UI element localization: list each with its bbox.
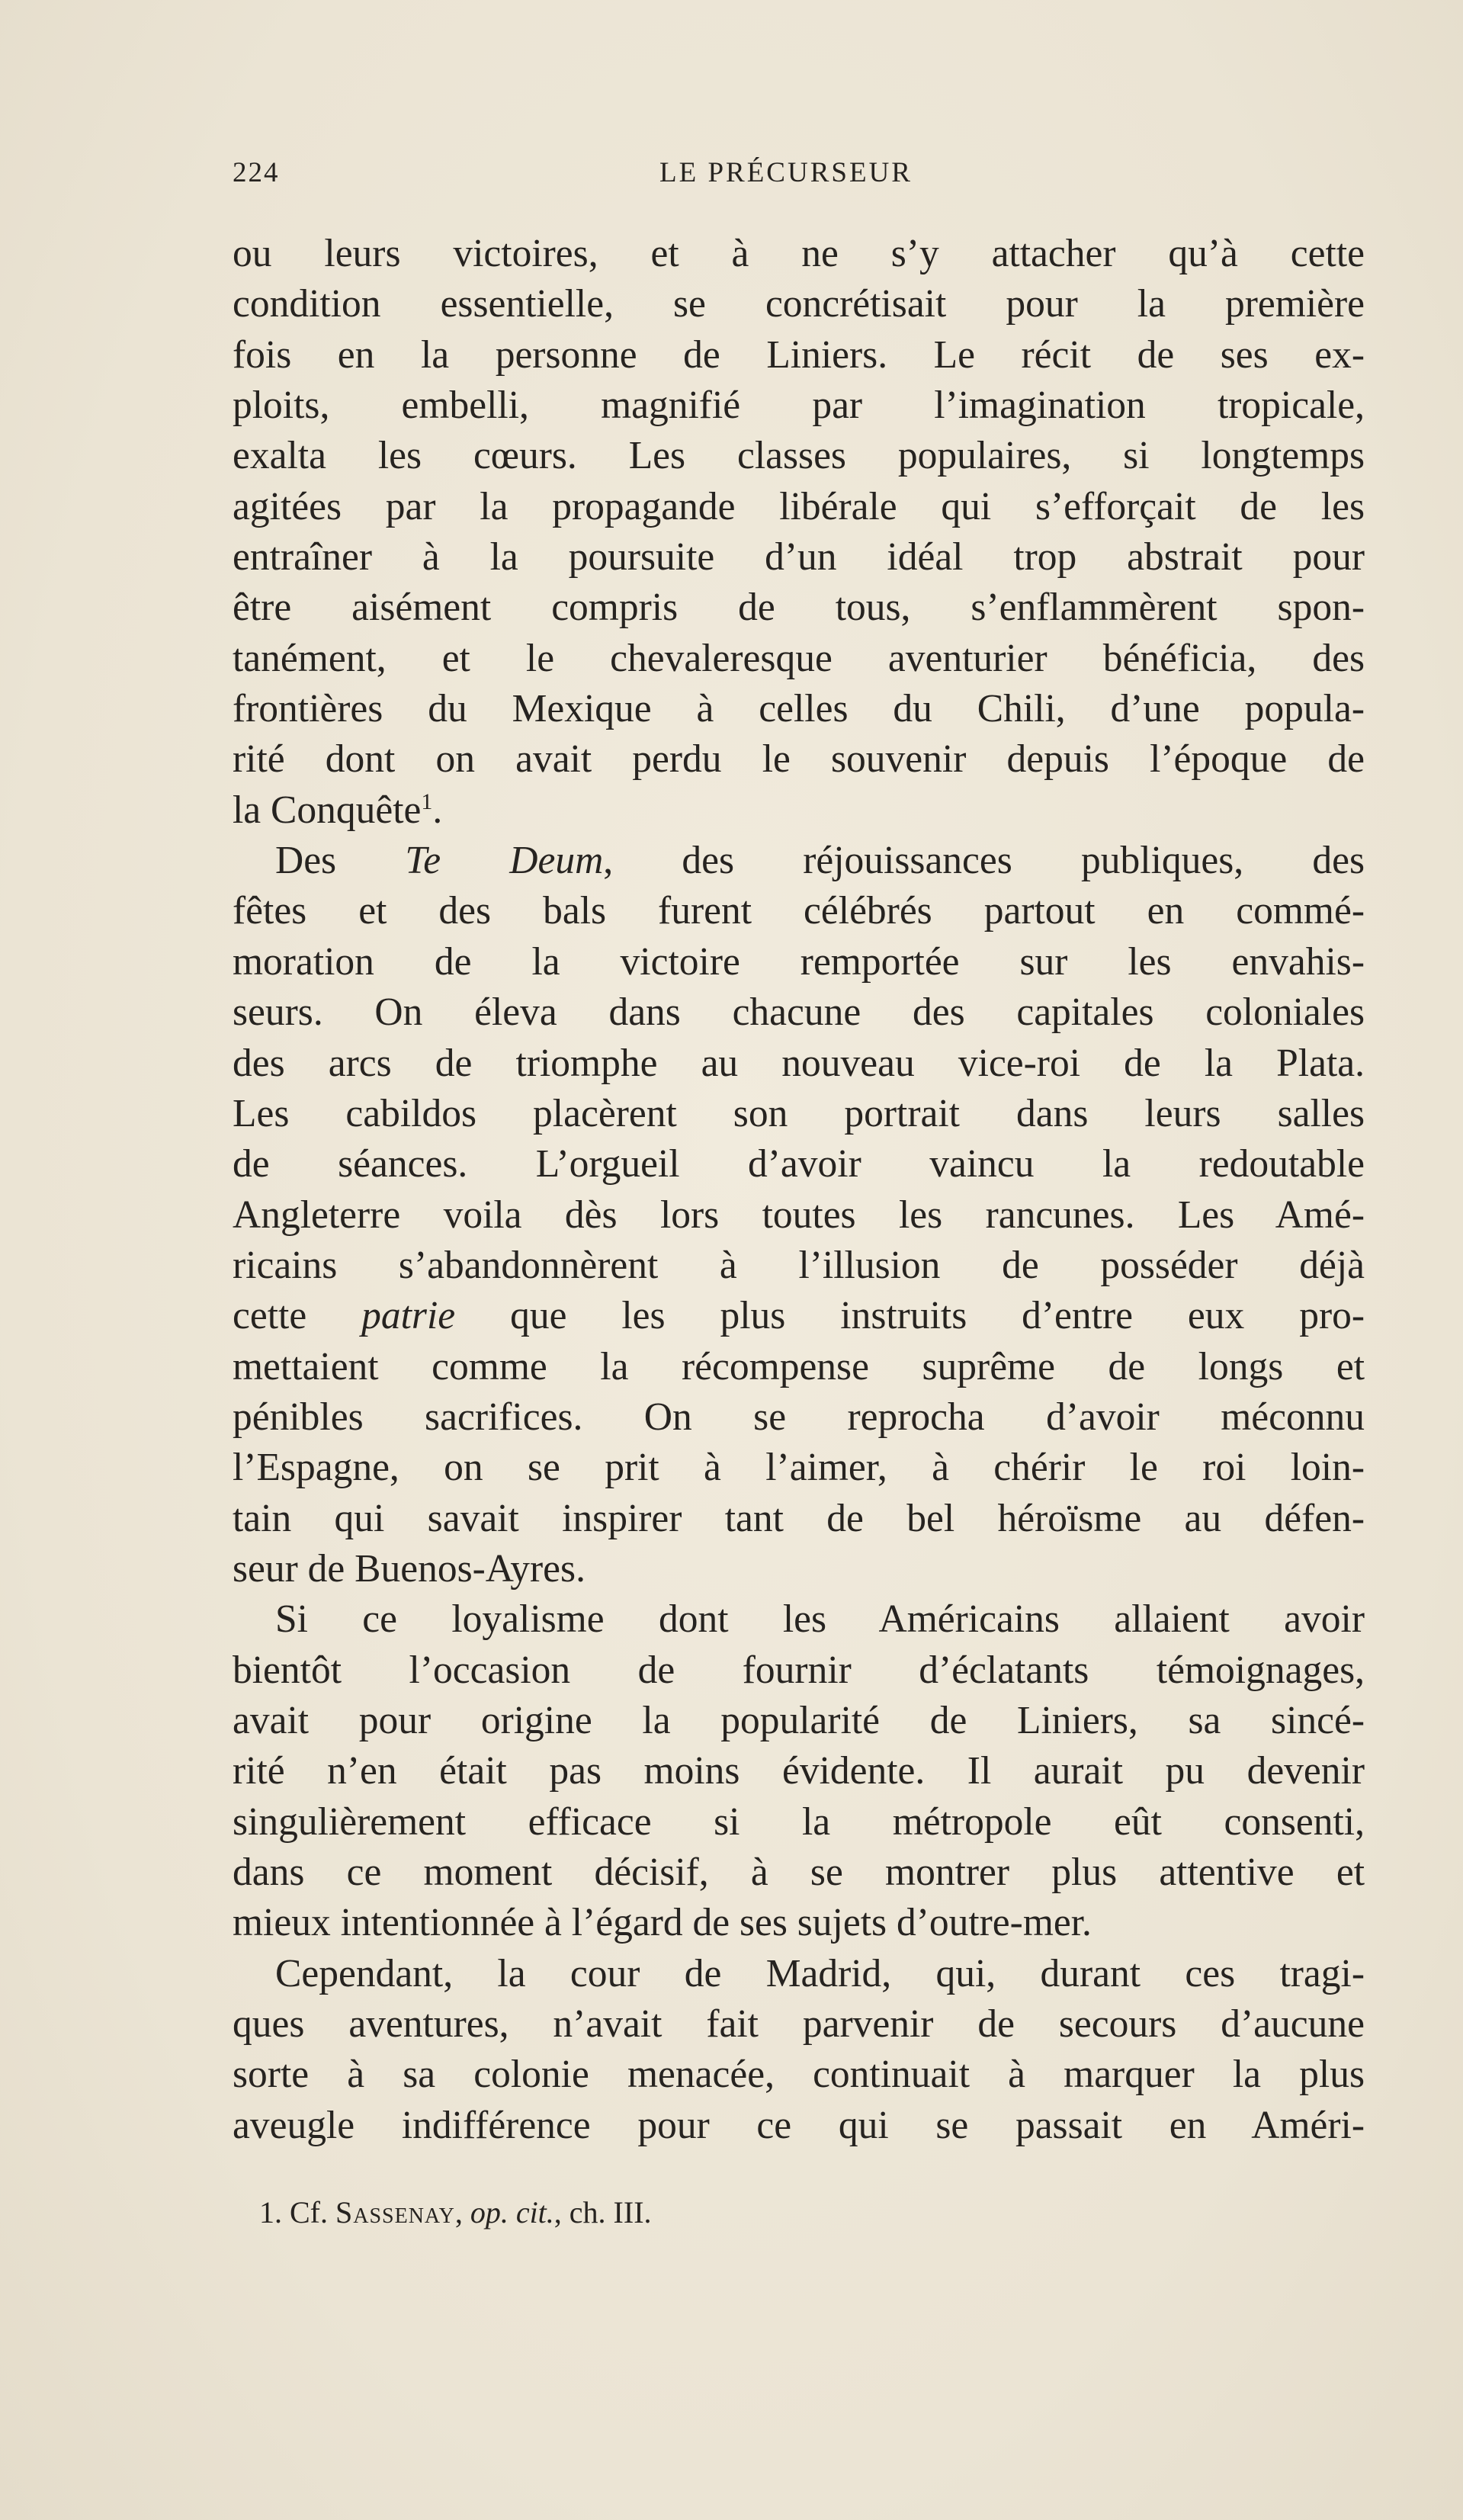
text-line: ploits, embelli, magnifié par l’imagination tropicale, — [233, 384, 1365, 428]
text-line: bientôt l’occasion de fournir d’éclatants témoignages, — [233, 1648, 1365, 1692]
text-line: la Conquête$^1$. — [233, 788, 443, 832]
footnote-number: 1. Cf. — [259, 2195, 335, 2229]
footnote-citation: op. cit. — [470, 2195, 554, 2229]
text-line: de séances. L’orgueil d’avoir vaincu la redoutable — [233, 1142, 1365, 1186]
text-line: entraîner à la poursuite d’un idéal trop abstrait pour — [233, 535, 1365, 579]
footnote-reference: 1 — [421, 788, 433, 814]
footnote-rest: , ch. III. — [553, 2195, 652, 2229]
text-line: ques aventures, n’avait fait parvenir de secours d’aucune — [233, 2002, 1365, 2046]
text-line: être aisément compris de tous, s’enflammèrent spon- — [233, 586, 1365, 630]
text-line: condition essentielle, se concrétisait pour la première — [233, 282, 1365, 326]
text-line: exalta les cœurs. Les classes populaires, si longtemps — [233, 434, 1365, 478]
text-line: singulièrement efficace si la métropole eût consenti, — [233, 1799, 1365, 1844]
text-line: Angleterre voila dès lors toutes les rancunes. Les Amé- — [233, 1193, 1365, 1237]
text-line: ou leurs victoires, et à ne s’y attacher qu’à cette — [233, 232, 1365, 275]
text-line: tain qui savait inspirer tant de bel héroïsme au défen- — [233, 1496, 1365, 1540]
text-line: rité dont on avait perdu le souvenir depuis l’époque de — [233, 737, 1365, 782]
footnote-separator: , — [454, 2195, 470, 2229]
page-number: 224 — [233, 157, 280, 188]
text-line: moration de la victoire remportée sur les envahis- — [233, 939, 1365, 984]
text-line: Les cabildos placèrent son portrait dans leurs salles — [233, 1091, 1365, 1135]
text-line: des arcs de triomphe au nouveau vice-roi de la Plata. — [233, 1041, 1365, 1085]
text-line: seur de Buenos-Ayres. — [233, 1546, 586, 1591]
italic-text: Te Deum — [405, 839, 604, 883]
text-line: Des Te Deum, des réjouissances publiques, des — [275, 839, 1365, 883]
text-line: pénibles sacrifices. On se reprocha d’avoir méconnu — [233, 1395, 1365, 1439]
text-line: avait pour origine la popularité de Liniers, sa sincé- — [233, 1698, 1365, 1742]
text-line: Cependant, la cour de Madrid, qui, durant ces tragi- — [275, 1951, 1365, 1995]
body-text — [233, 229, 1365, 2151]
text-line: l’Espagne, on se prit à l’aimer, à chérir le roi loin- — [233, 1446, 1365, 1490]
text-line: dans ce moment décisif, à se montrer plus attentive et — [233, 1851, 1365, 1894]
text-line: ricains s’abandonnèrent à l’illusion de posséder déjà — [233, 1243, 1365, 1287]
text-line: fois en la personne de Liniers. Le récit de ses ex- — [233, 332, 1365, 377]
footnote-author: Sassenay — [335, 2195, 455, 2229]
text-line: seurs. On éleva dans chacune des capitales coloniales — [233, 990, 1365, 1035]
text-line: Si ce loyalisme dont les Américains allaient avoir — [275, 1597, 1365, 1642]
page-header — [233, 156, 1365, 194]
text-line: agitées par la propagande libérale qui s’efforçait de les — [233, 484, 1365, 528]
running-title: LE PRÉCURSEUR — [659, 157, 913, 188]
text-line: frontières du Mexique à celles du Chili, d’une popula- — [233, 687, 1365, 731]
text-line: rité n’en était pas moins évidente. Il aurait pu devenir — [233, 1749, 1365, 1793]
text-line: sorte à sa colonie menacée, continuait à marquer la plus — [233, 2053, 1365, 2097]
italic-text: patrie — [361, 1294, 456, 1338]
text-line: fêtes et des bals furent célébrés partout en commé- — [233, 889, 1365, 933]
text-line: mieux intentionnée à l’égard de ses sujets d’outre-mer. — [233, 1901, 1092, 1945]
text-line: aveugle indifférence pour ce qui se passait en Améri- — [233, 2103, 1365, 2147]
text-line: cette patrie que les plus instruits d’entre eux pro- — [233, 1294, 1365, 1338]
text-line: mettaient comme la récompense suprême de longs et — [233, 1344, 1365, 1388]
footnote — [259, 2194, 652, 2230]
text-line: tanément, et le chevaleresque aventurier bénéficia, des — [233, 636, 1365, 680]
